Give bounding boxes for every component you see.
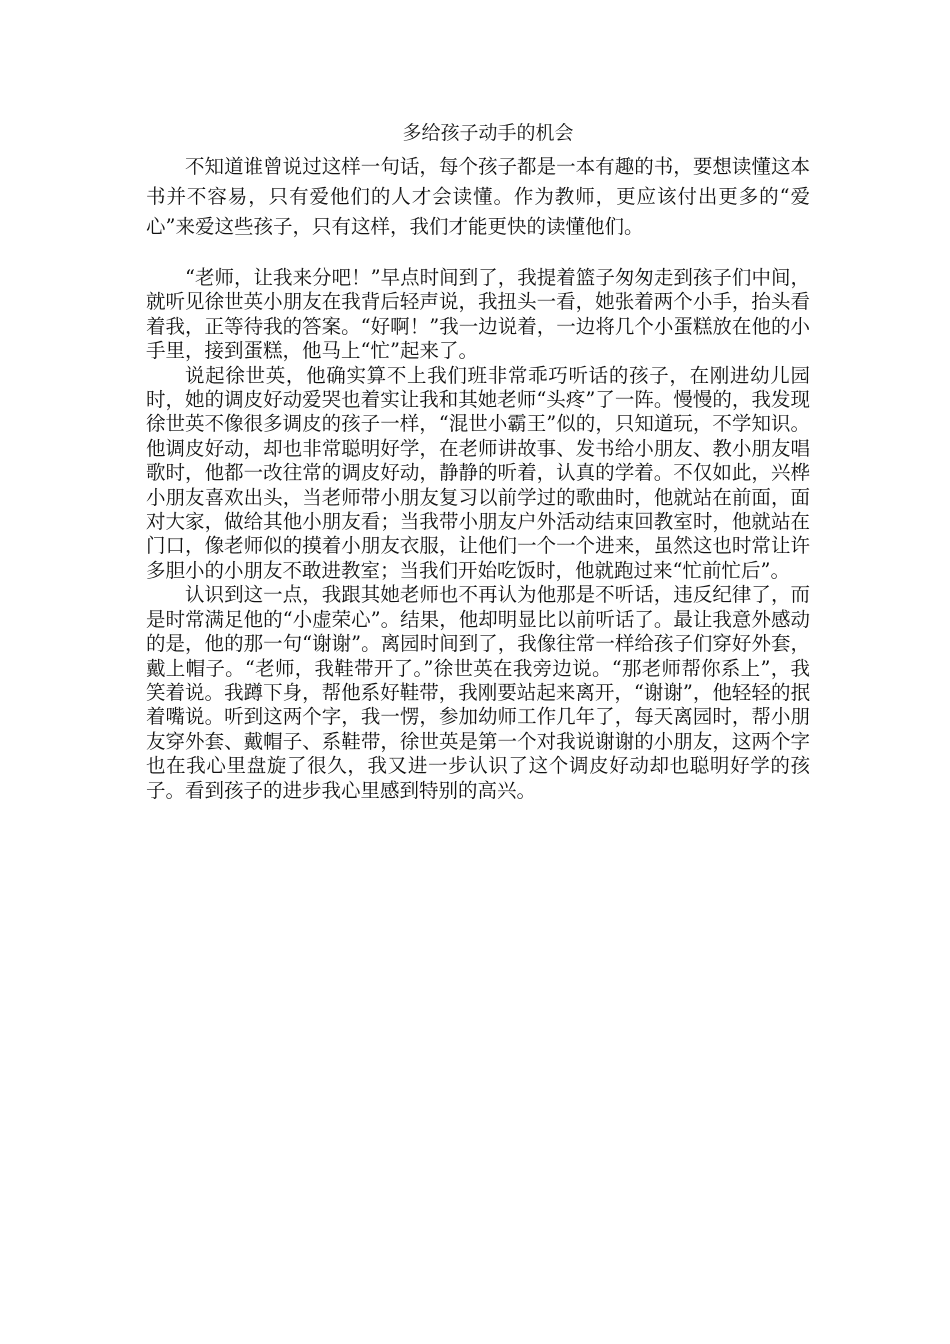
paragraph-2: “老师，让我来分吧！”早点时间到了，我提着篮子匆匆走到孩子们中间，就听见徐世英小朋友在我背后轻声说，我扭头一看，她张着两个小手，抬头看着我，正等待我的答案。“好啊！”我一边说着，一边将几个小蛋糕放在他的小手里，接到蛋糕，他马上“忙”起来了。 [146,266,810,363]
paragraph-4: 认识到这一点，我跟其她老师也不再认为他那是不听话，违反纪律了，而是时常满足他的“小虚荣心”。结果，他却明显比以前听话了。最让我意外感动的是，他的那一句“谢谢”。离园时间到了，我像往常一样给孩子们穿好外套，戴上帽子。“老师，我鞋带开了。”徐世英在我旁边说。“那老师帮你系上”，我笑着说。我蹲下身，帮他系好鞋带，我刚要站起来离开，“谢谢”，他轻轻的抿着嘴说。听到这两个字，我一愣，参加幼师工作几年了，每天离园时，帮小朋友穿外套、戴帽子、系鞋带，徐世英是第一个对我说谢谢的小朋友，这两个字也在我心里盘旋了很久，我又进一步认识了这个调皮好动却也聪明好学的孩子。看到孩子的进步我心里感到特别的高兴。 [146,583,810,802]
paragraph-gap [146,242,810,266]
paragraph-3: 说起徐世英，他确实算不上我们班非常乖巧听话的孩子，在刚进幼儿园时，她的调皮好动爱哭也着实让我和其她老师“头疼”了一阵。慢慢的，我发现徐世英不像很多调皮的孩子一样，“混世小霸王”似的，只知道玩，不学知识。他调皮好动，却也非常聪明好学，在老师讲故事、发书给小朋友、教小朋友唱歌时，他都一改往常的调皮好动，静静的听着，认真的学着。不仅如此，兴桦小朋友喜欢出头，当老师带小朋友复习以前学过的歌曲时，他就站在前面，面对大家，做给其他小朋友看；当我带小朋友户外活动结束回教室时，他就站在门口，像老师似的摸着小朋友衣服，让他们一个一个进来，虽然这也时常让许多胆小的小朋友不敢进教室；当我们开始吃饭时，他就跑过来“忙前忙后”。 [146,363,810,582]
document-page [146,120,810,803]
document-title: 多给孩子动手的机会 [402,122,574,144]
paragraph-intro: 不知道谁曾说过这样一句话，每个孩子都是一本有趣的书，要想读懂这本书并不容易，只有爱他们的人才会读懂。作为教师，更应该付出更多的“爱心”来爱这些孩子，只有这样，我们才能更快的读懂他们。 [146,155,810,238]
